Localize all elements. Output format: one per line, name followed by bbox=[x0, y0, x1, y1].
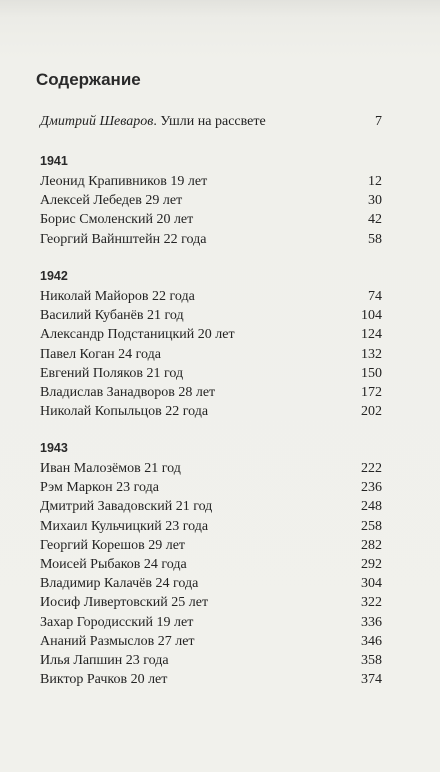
toc-entry bbox=[40, 555, 382, 574]
toc-entry bbox=[40, 383, 382, 402]
entry-name: Владимир Калачёв 24 года bbox=[40, 576, 199, 592]
section-year: 1942 bbox=[40, 269, 68, 283]
toc-entry bbox=[40, 574, 382, 593]
entry-page-number: 172 bbox=[361, 384, 382, 400]
entry-name: Рэм Маркон 23 года bbox=[40, 480, 159, 496]
entry-name: Ананий Размыслов 27 лет bbox=[40, 633, 195, 649]
entry-page-number: 258 bbox=[361, 518, 382, 534]
entry-name: Моисей Рыбаков 24 года bbox=[40, 556, 187, 572]
section-1942 bbox=[40, 268, 382, 421]
toc-entry bbox=[40, 478, 382, 497]
entry-name: Николай Копыльцов 22 года bbox=[40, 404, 209, 420]
toc-entry bbox=[40, 306, 382, 325]
entry-page-number: 132 bbox=[361, 346, 382, 362]
toc-entry bbox=[40, 536, 382, 555]
entry-page-number: 236 bbox=[361, 480, 382, 496]
entry-name: Дмитрий Завадовский 21 год bbox=[40, 499, 213, 515]
entry-page-number: 358 bbox=[361, 652, 382, 668]
toc-entry bbox=[40, 345, 382, 364]
toc-entry bbox=[40, 402, 382, 421]
entry-list bbox=[40, 459, 382, 689]
entry-page-number: 150 bbox=[361, 365, 382, 381]
entry-page-number: 58 bbox=[368, 231, 382, 247]
entry-list bbox=[40, 287, 382, 421]
entry-name: Николай Майоров 22 года bbox=[40, 289, 195, 304]
intro-text: . Ушли на рассвете bbox=[153, 114, 266, 129]
toc-entry bbox=[40, 632, 382, 651]
entry-page-number: 222 bbox=[361, 461, 382, 476]
entry-page-number: 202 bbox=[361, 404, 382, 420]
toc-entry bbox=[40, 172, 382, 191]
entry-name: Александр Подстаницкий 20 лет bbox=[40, 327, 235, 343]
section-year: 1941 bbox=[40, 154, 68, 168]
entry-page-number: 42 bbox=[368, 212, 382, 228]
toc-entry bbox=[40, 287, 382, 306]
entry-page-number: 322 bbox=[361, 595, 382, 611]
toc-entry bbox=[40, 613, 382, 632]
toc-entry bbox=[40, 517, 382, 536]
toc-entry bbox=[40, 191, 382, 210]
toc-entry bbox=[40, 364, 382, 383]
entry-name: Евгений Поляков 21 год bbox=[40, 365, 184, 381]
intro-author: Дмитрий Шеваров bbox=[40, 114, 154, 129]
entry-name: Георгий Вайнштейн 22 года bbox=[40, 231, 207, 247]
entry-page-number: 304 bbox=[361, 576, 382, 592]
toc-entry bbox=[40, 459, 382, 478]
intro-entry bbox=[40, 114, 382, 130]
toc-heading: Содержание bbox=[36, 70, 141, 89]
entry-page-number: 374 bbox=[361, 672, 382, 688]
entry-page-number: 104 bbox=[361, 308, 382, 324]
section-1943 bbox=[40, 440, 382, 689]
entry-name: Василий Кубанёв 21 год bbox=[40, 308, 184, 324]
entry-page-number: 248 bbox=[361, 499, 382, 515]
section-1941 bbox=[40, 153, 382, 249]
entry-name: Виктор Рачков 20 лет bbox=[40, 672, 168, 688]
entry-page-number: 124 bbox=[361, 327, 382, 343]
entry-name: Леонид Крапивников 19 лет bbox=[40, 174, 208, 189]
entry-page-number: 346 bbox=[361, 633, 382, 649]
toc-entry bbox=[40, 593, 382, 612]
entry-page-number: 336 bbox=[361, 614, 382, 630]
toc-entry bbox=[40, 651, 382, 670]
toc-entry bbox=[40, 325, 382, 344]
entry-name: Георгий Корешов 29 лет bbox=[40, 537, 186, 553]
entry-page-number: 74 bbox=[368, 289, 382, 304]
entry-name: Иосиф Ливертовский 25 лет bbox=[40, 595, 209, 611]
entry-name: Павел Коган 24 года bbox=[40, 346, 161, 362]
entry-name: Илья Лапшин 23 года bbox=[40, 652, 169, 668]
entry-name: Алексей Лебедев 29 лет bbox=[40, 193, 183, 209]
entry-name: Захар Городисский 19 лет bbox=[40, 614, 194, 630]
toc-entry bbox=[40, 210, 382, 229]
entry-page-number: 292 bbox=[361, 556, 382, 572]
toc-entry bbox=[40, 670, 382, 689]
toc-entry bbox=[40, 230, 382, 249]
entry-page-number: 282 bbox=[361, 537, 382, 553]
section-year: 1943 bbox=[40, 441, 68, 455]
entry-list bbox=[40, 172, 382, 249]
entry-name: Борис Смоленский 20 лет bbox=[40, 212, 194, 228]
intro-title bbox=[40, 114, 266, 130]
entry-name: Иван Малозёмов 21 год bbox=[40, 461, 181, 476]
toc-entry bbox=[40, 497, 382, 516]
intro-page-number: 7 bbox=[375, 114, 382, 129]
entry-name: Михаил Кульчицкий 23 года bbox=[40, 518, 209, 534]
entry-page-number: 30 bbox=[368, 193, 382, 209]
entry-name: Владислав Занадворов 28 лет bbox=[40, 384, 216, 400]
entry-page-number: 12 bbox=[368, 174, 382, 189]
